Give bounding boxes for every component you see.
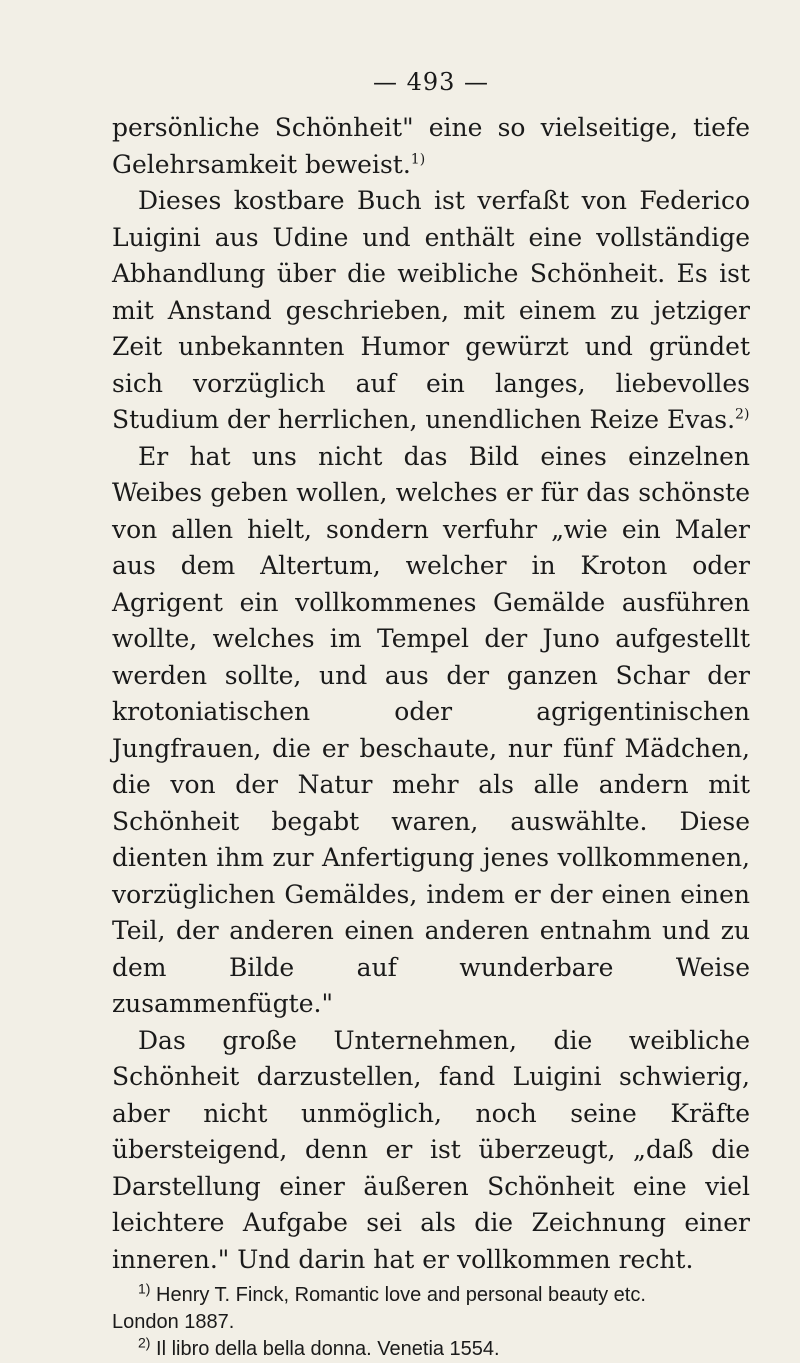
paragraph-text: Er hat uns nicht das Bild eines einzelnen Weibes geben wollen, welches er für das schönste von allen hielt, sondern verfuhr „wie ein Maler aus dem Altertum, welcher in Kroton oder Agrigent ein vollkommenes Gemälde ausführen wollte, welches im Tempel der Juno aufgestellt werden sollte, und aus der ganzen Schar der krotoniatischen oder agrigentinischen Jungfrauen, die er beschaute, nur fünf Mädchen, die von der Natur mehr als alle andern mit Schönheit begabt waren, auswählte. Diese dienten ihm zur Anfertigung jenes vollkommenen, vorzüglichen Gemäldes, indem er der einen einen Teil, der anderen einen anderen entnahm und zu dem Bilde auf wunderbare Weise zusammenfügte.": [112, 441, 750, 1018]
footnote-continuation: London 1887.: [112, 1311, 235, 1333]
paragraph-text: persönliche Schönheit" eine so vielseitige, tiefe Gelehrsamkeit beweist.: [112, 113, 750, 179]
footnote-ref: 1): [410, 151, 426, 168]
footnote-text: Il libro della bella donna. Venetia 1554.: [156, 1338, 500, 1360]
paragraph: [112, 183, 750, 439]
footnote-text: Henry T. Finck, Romantic love and personal beauty etc.: [156, 1284, 646, 1306]
footnotes: [112, 1282, 750, 1363]
paragraph-text: Dieses kostbare Buch ist verfaßt von Federico Luigini aus Udine und enthält eine vollständige Abhandlung über die weibliche Schönheit. Es ist mit Anstand geschrieben, mit einem zu jetziger Zeit unbekannten Humor gewürzt und gründet sich vorzüglich auf ein langes, liebevolles Studium der herrlichen, unendlichen Reize Evas.: [112, 186, 750, 434]
paragraph: [112, 439, 750, 1023]
paragraph: [112, 1023, 750, 1279]
footnote-marker: 1): [138, 1280, 151, 1297]
paragraph: [112, 110, 750, 183]
page-number: — 493 —: [372, 68, 490, 96]
footnote: [112, 1336, 750, 1363]
paragraph-text: Das große Unternehmen, die weibliche Schönheit darzustellen, fand Luigini schwierig, aber nicht unmöglich, noch seine Kräfte übersteigend, denn er ist überzeugt, „daß die Darstellung einer äußeren Schönheit eine viel leichtere Aufgabe sei als die Zeichnung einer inneren." Und darin hat er vollkommen recht.: [112, 1025, 750, 1274]
footnote-ref: 2): [735, 406, 750, 423]
footnote-marker: 2): [138, 1334, 151, 1351]
main-text: [112, 110, 750, 1278]
footnote: [112, 1282, 750, 1336]
